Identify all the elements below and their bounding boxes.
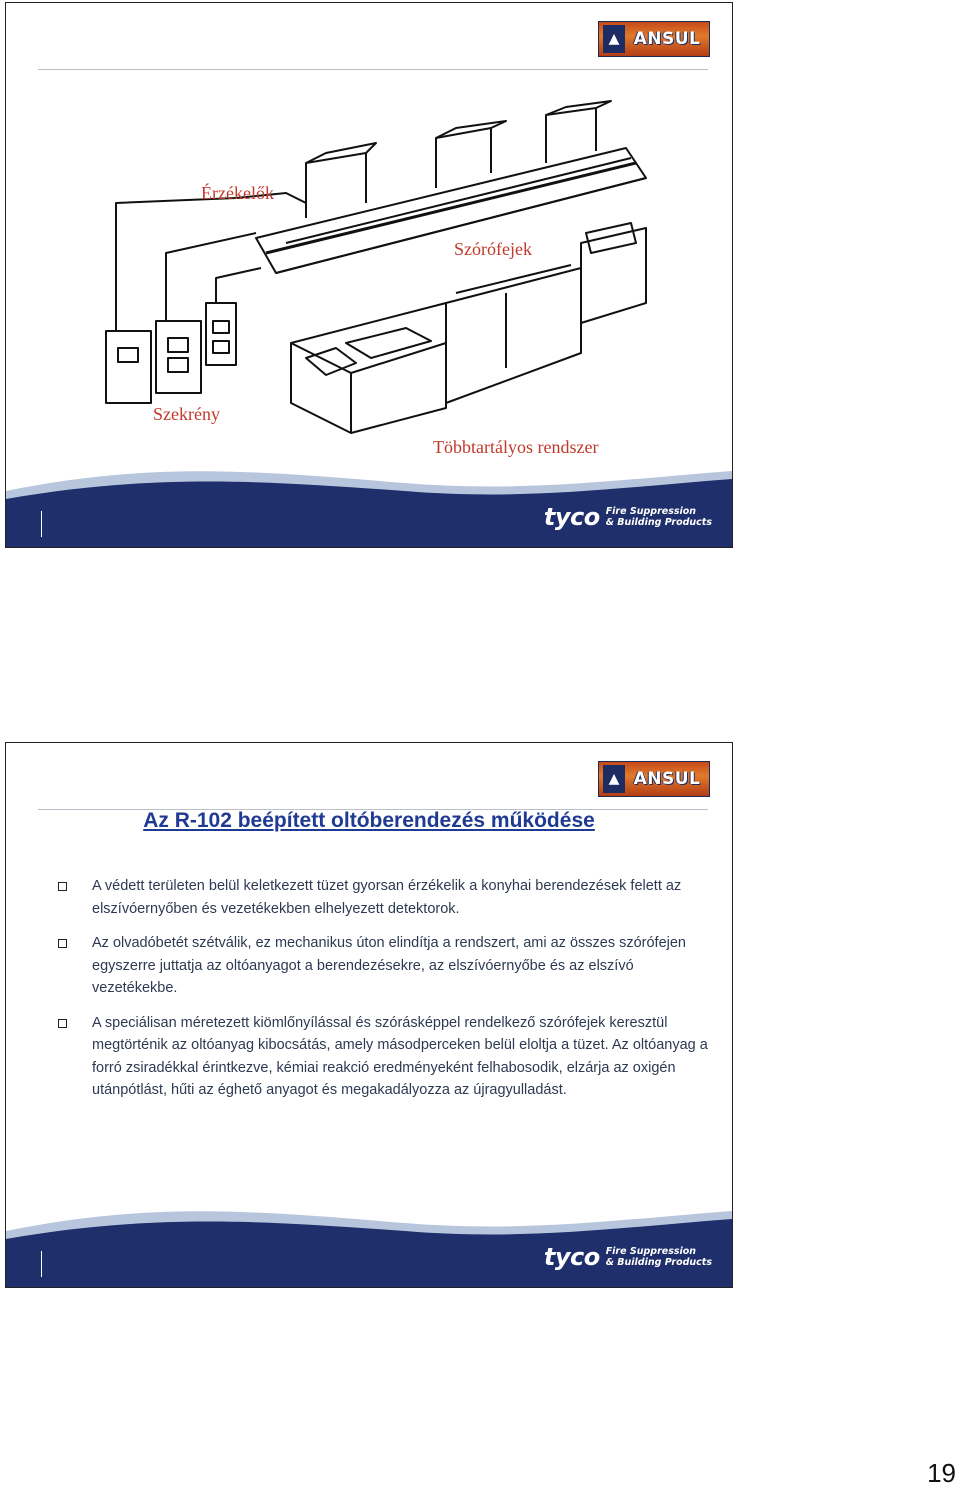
slide-title: Az R-102 beépített oltóberendezés működése: [143, 809, 595, 832]
ansul-logo-text: ANSUL: [633, 769, 701, 789]
tyco-line-2: & Building Products: [605, 1257, 712, 1268]
slide-diagram: [5, 2, 733, 548]
tyco-line-1: Fire Suppression: [605, 506, 697, 517]
slide-text: [5, 742, 733, 1288]
tyco-logo: [544, 1243, 712, 1271]
footer-divider: [41, 511, 42, 537]
footer: [6, 1201, 732, 1287]
bullet-text: Az olvadóbetét szétválik, ez mechanikus úton elindítja a rendszert, ami az összes szórófejen egyszerre juttatja az oltóanyagot a berendezésekre, az elszívóernyőbe és az elszívó vezetékekbe.: [92, 935, 686, 996]
label-sensors: Érzékelők: [201, 183, 274, 203]
checkbox-bullet-icon: [58, 939, 67, 948]
bullet-item: [58, 875, 710, 920]
tyco-logo-tagline: [606, 1246, 712, 1268]
tyco-line-2: & Building Products: [605, 517, 712, 528]
checkbox-bullet-icon: [58, 1019, 67, 1028]
kitchen-hood-diagram: [6, 3, 733, 473]
bullet-text: A védett területen belül keletkezett tüzet gyorsan érzékelik a konyhai berendezések felett az elszívóernyőben és vezetékekben elhelyezett detektorok.: [92, 878, 682, 917]
ansul-logo: [598, 761, 710, 797]
ansul-logo-text: ANSUL: [633, 29, 701, 49]
tyco-line-1: Fire Suppression: [605, 1246, 697, 1257]
tyco-logo-word: tyco: [543, 1243, 600, 1271]
bullet-list: [58, 875, 710, 1114]
footer: [6, 461, 732, 547]
tyco-logo: [544, 503, 712, 531]
ansul-mark-icon: ▲: [603, 765, 625, 793]
tyco-logo-word: tyco: [543, 503, 600, 531]
ansul-mark-icon: ▲: [603, 25, 625, 53]
checkbox-bullet-icon: [58, 882, 67, 891]
label-nozzles: Szórófejek: [454, 239, 532, 259]
bullet-text: A speciálisan méretezett kiömlőnyílással és szórásképpel rendelkező szórófejek keresztül megtörténik az oltóanyag kibocsátás, amely másodperceken belül eloltja a tüzet. Az oltóanyag a forró zsiradékkal érintkezve, kémiai reakció eredményeként felhabosodik, elzárja az oxigén utánpótlást, hűti az éghető anyagot és megakadályozza az újragyulladást.: [92, 1014, 708, 1098]
bullet-item: [58, 1012, 710, 1102]
label-system: Többtartályos rendszer: [433, 437, 599, 457]
label-cabinet: Szekrény: [153, 404, 220, 424]
footer-divider: [41, 1251, 42, 1277]
tyco-logo-tagline: [606, 506, 712, 528]
page-number: 19: [927, 1458, 956, 1488]
bullet-item: [58, 932, 710, 1000]
